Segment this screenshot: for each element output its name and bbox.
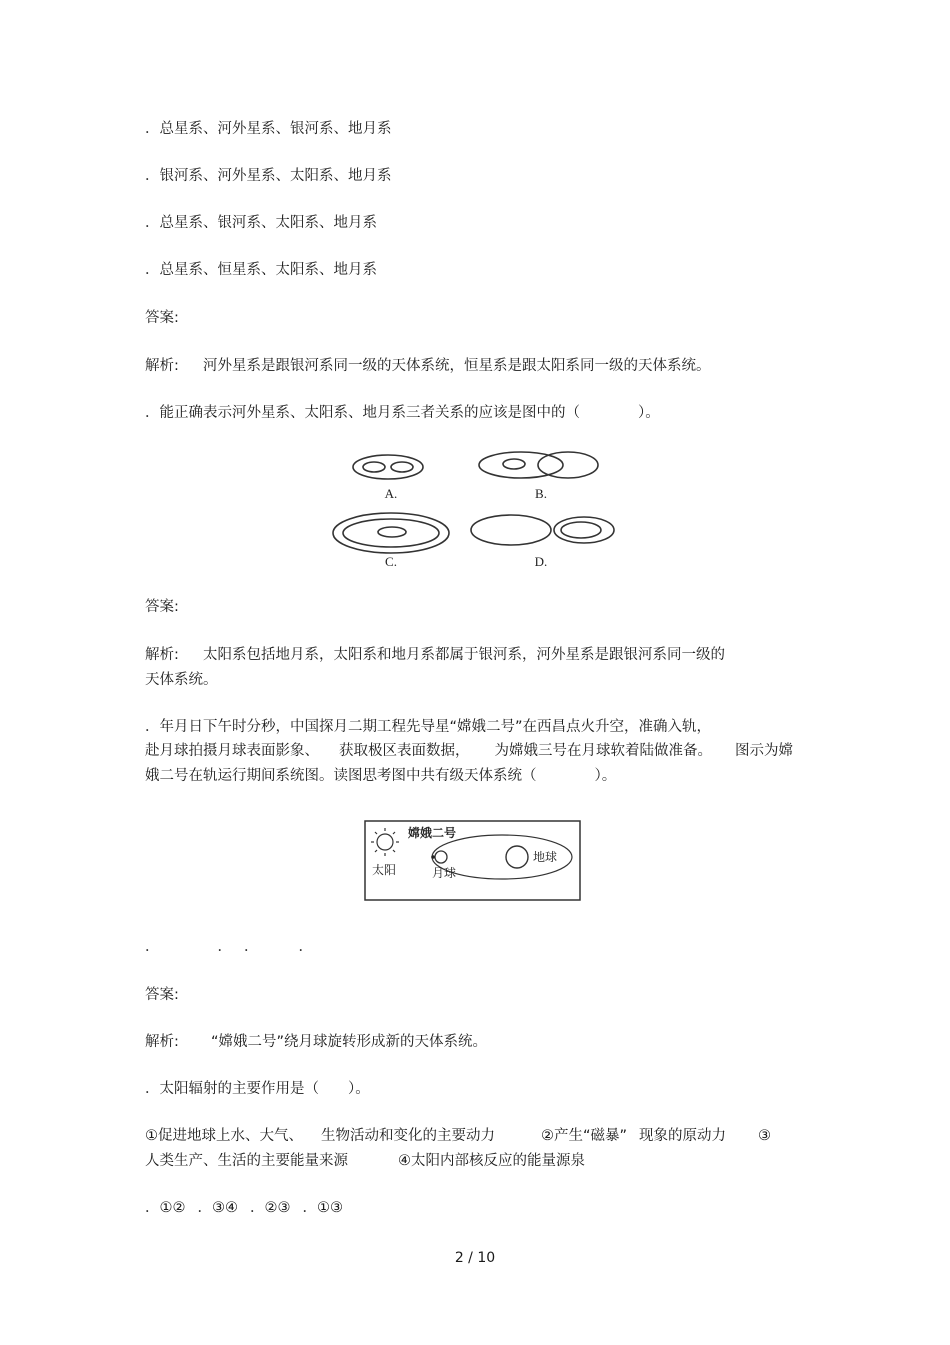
sun-label: 太阳: [372, 863, 397, 877]
earth-label: 地球: [533, 850, 558, 864]
option-c: ．: [244, 939, 259, 955]
option-a: ．: [145, 939, 160, 955]
stem-part: 为嫦娥三号在月球软着陆做准备。: [494, 743, 712, 759]
stem-part: 赴月球拍摄月球表面影象、: [145, 743, 319, 759]
option-b: ．: [217, 939, 232, 955]
option-c: ．②③: [250, 1200, 291, 1216]
option-a: ．①②: [145, 1200, 186, 1216]
stem-part: 获取极区表面数据，: [339, 743, 470, 759]
analysis-text: “嫦娥二号”绕月球旋转形成新的天体系统。: [211, 1034, 488, 1050]
probe-dot: [431, 855, 435, 859]
figure-b-right: [538, 452, 598, 478]
analysis-text: 太阳系包括地月系，太阳系和地月系都属于银河系，河外星系是跟银河系同一级的: [203, 647, 725, 663]
item-1-cont: 生物活动和变化的主要动力: [321, 1128, 495, 1144]
nested-systems-figure: [325, 448, 615, 578]
earth-circle: [506, 846, 528, 868]
figure-d-right-inner: [561, 522, 601, 538]
page-number: 2 / 10: [454, 1250, 496, 1266]
figure-d-right-outer: [554, 517, 614, 543]
options-row: [145, 1198, 343, 1218]
figure-c-middle: [343, 519, 439, 547]
option-d: ．: [298, 939, 313, 955]
question-stem: ．太阳辐射的主要作用是（ ）。: [145, 1081, 370, 1097]
probe-label: 嫦娥二号: [408, 826, 457, 840]
item-4: ④太阳内部核反应的能量源泉: [398, 1153, 585, 1169]
options-row: [145, 937, 313, 957]
option-d: ．①③: [302, 1200, 343, 1216]
figure-b-inner: [503, 459, 525, 469]
figure-a-inner-left: [363, 462, 385, 472]
option-b: ．③④: [197, 1200, 238, 1216]
question-stem: ．能正确表示河外星系、太阳系、地月系三者关系的应该是图中的（ ）。: [145, 405, 660, 421]
figure-c-inner: [378, 527, 406, 537]
analysis-continuation: 天体系统。: [145, 672, 218, 688]
item-2-cont: 现象的原动力: [639, 1128, 727, 1144]
figure-label-b: B.: [535, 486, 547, 501]
moon-label: 月球: [432, 866, 457, 880]
analysis-label: 解析:: [145, 358, 179, 374]
question-stem-line2: [145, 741, 793, 761]
figure-a-inner-right: [391, 462, 413, 472]
option-a: ．总星系、河外星系、银河系、地月系: [145, 121, 392, 137]
item-3: 人类生产、生活的主要能量来源: [145, 1153, 348, 1169]
answer-label: 答案:: [145, 310, 179, 326]
answer-label: 答案:: [145, 987, 179, 1003]
question-items-line1: [145, 1126, 771, 1146]
analysis-row: [145, 645, 725, 665]
stem-part: 图示为嫦: [735, 743, 793, 759]
question-stem-line3: 娥二号在轨运行期间系统图。读图思考图中共有级天体系统（ ）。: [145, 768, 617, 784]
figure-label-c: C.: [385, 554, 397, 569]
answer-label: 答案:: [145, 599, 179, 615]
analysis-row: [145, 1032, 487, 1052]
question-items-line2: [145, 1151, 585, 1171]
question-stem-line1: ．年月日下午时分秒，中国探月二期工程先导星“嫦娥二号”在西昌点火升空，准确入轨，: [145, 719, 712, 735]
change-e-2-orbit-figure: [364, 820, 582, 902]
analysis-row: [145, 356, 711, 376]
figure-b-left: [479, 452, 563, 478]
figure-label-d: D.: [534, 554, 548, 569]
figure-d-left: [471, 515, 551, 545]
item-2: ②产生“磁暴”: [541, 1128, 628, 1144]
moon-circle: [435, 851, 447, 863]
analysis-text: 河外星系是跟银河系同一级的天体系统，恒星系是跟太阳系同一级的天体系统。: [203, 358, 711, 374]
analysis-label: 解析:: [145, 647, 179, 663]
item-1: ①促进地球上水、大气、: [145, 1128, 303, 1144]
option-c: ．总星系、银河系、太阳系、地月系: [145, 215, 377, 231]
option-b: ．银河系、河外星系、太阳系、地月系: [145, 168, 392, 184]
option-d: ．总星系、恒星系、太阳系、地月系: [145, 262, 377, 278]
figure-label-a: A.: [384, 486, 398, 501]
item-3-mark: ③: [758, 1128, 772, 1144]
analysis-label: 解析:: [145, 1034, 179, 1050]
